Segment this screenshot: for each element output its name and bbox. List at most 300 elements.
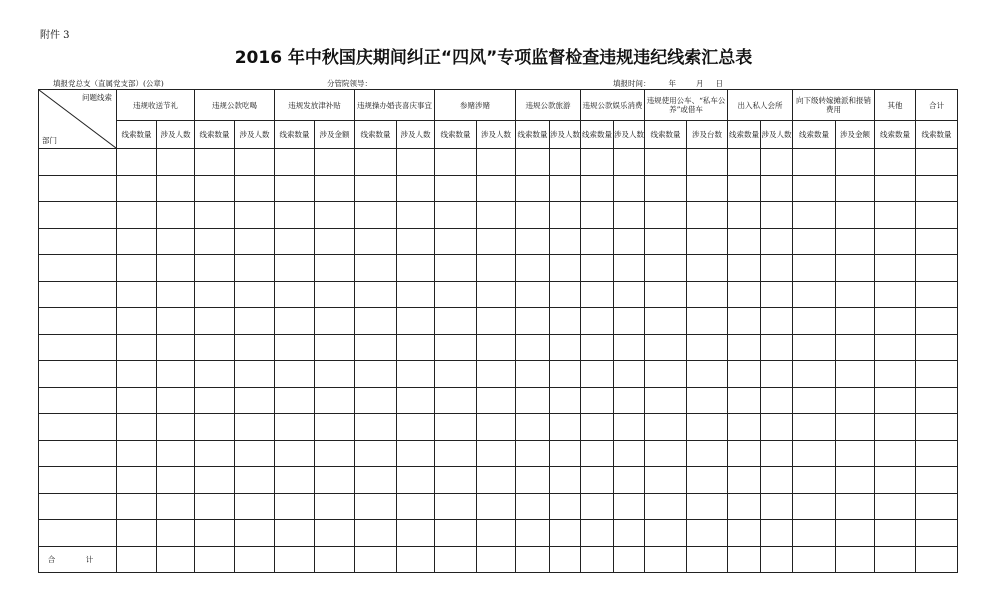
- value-cell[interactable]: [315, 281, 355, 308]
- department-cell[interactable]: [39, 467, 117, 494]
- value-cell[interactable]: [614, 202, 645, 229]
- total-value-cell[interactable]: [275, 546, 315, 573]
- value-cell[interactable]: [728, 308, 761, 335]
- value-cell[interactable]: [687, 334, 728, 361]
- value-cell[interactable]: [875, 493, 916, 520]
- value-cell[interactable]: [397, 334, 435, 361]
- total-value-cell[interactable]: [195, 546, 235, 573]
- value-cell[interactable]: [275, 175, 315, 202]
- value-cell[interactable]: [117, 255, 157, 282]
- value-cell[interactable]: [397, 520, 435, 547]
- value-cell[interactable]: [195, 334, 235, 361]
- value-cell[interactable]: [516, 414, 550, 441]
- value-cell[interactable]: [728, 281, 761, 308]
- value-cell[interactable]: [195, 440, 235, 467]
- value-cell[interactable]: [614, 387, 645, 414]
- value-cell[interactable]: [315, 202, 355, 229]
- value-cell[interactable]: [875, 255, 916, 282]
- value-cell[interactable]: [916, 467, 958, 494]
- department-cell[interactable]: [39, 334, 117, 361]
- value-cell[interactable]: [614, 414, 645, 441]
- value-cell[interactable]: [645, 387, 687, 414]
- value-cell[interactable]: [117, 334, 157, 361]
- value-cell[interactable]: [315, 414, 355, 441]
- value-cell[interactable]: [550, 520, 581, 547]
- total-value-cell[interactable]: [916, 546, 958, 573]
- total-value-cell[interactable]: [315, 546, 355, 573]
- value-cell[interactable]: [916, 175, 958, 202]
- value-cell[interactable]: [614, 149, 645, 176]
- value-cell[interactable]: [761, 255, 793, 282]
- value-cell[interactable]: [793, 361, 836, 388]
- value-cell[interactable]: [397, 308, 435, 335]
- value-cell[interactable]: [355, 361, 397, 388]
- value-cell[interactable]: [355, 493, 397, 520]
- value-cell[interactable]: [836, 281, 875, 308]
- value-cell[interactable]: [761, 228, 793, 255]
- value-cell[interactable]: [435, 308, 477, 335]
- value-cell[interactable]: [435, 361, 477, 388]
- value-cell[interactable]: [397, 175, 435, 202]
- department-cell[interactable]: [39, 361, 117, 388]
- value-cell[interactable]: [195, 467, 235, 494]
- value-cell[interactable]: [581, 281, 614, 308]
- value-cell[interactable]: [235, 493, 275, 520]
- value-cell[interactable]: [916, 361, 958, 388]
- value-cell[interactable]: [275, 520, 315, 547]
- value-cell[interactable]: [355, 175, 397, 202]
- value-cell[interactable]: [645, 255, 687, 282]
- total-value-cell[interactable]: [435, 546, 477, 573]
- value-cell[interactable]: [550, 440, 581, 467]
- value-cell[interactable]: [875, 228, 916, 255]
- value-cell[interactable]: [793, 228, 836, 255]
- value-cell[interactable]: [687, 175, 728, 202]
- value-cell[interactable]: [355, 202, 397, 229]
- value-cell[interactable]: [761, 281, 793, 308]
- value-cell[interactable]: [397, 255, 435, 282]
- value-cell[interactable]: [477, 228, 516, 255]
- value-cell[interactable]: [614, 228, 645, 255]
- value-cell[interactable]: [550, 175, 581, 202]
- value-cell[interactable]: [516, 281, 550, 308]
- value-cell[interactable]: [793, 202, 836, 229]
- value-cell[interactable]: [836, 414, 875, 441]
- value-cell[interactable]: [315, 308, 355, 335]
- value-cell[interactable]: [315, 493, 355, 520]
- department-cell[interactable]: [39, 175, 117, 202]
- value-cell[interactable]: [235, 228, 275, 255]
- value-cell[interactable]: [836, 467, 875, 494]
- value-cell[interactable]: [581, 493, 614, 520]
- value-cell[interactable]: [355, 228, 397, 255]
- value-cell[interactable]: [435, 334, 477, 361]
- value-cell[interactable]: [761, 387, 793, 414]
- value-cell[interactable]: [117, 440, 157, 467]
- value-cell[interactable]: [275, 202, 315, 229]
- value-cell[interactable]: [793, 149, 836, 176]
- value-cell[interactable]: [728, 414, 761, 441]
- value-cell[interactable]: [195, 202, 235, 229]
- value-cell[interactable]: [728, 202, 761, 229]
- value-cell[interactable]: [355, 467, 397, 494]
- value-cell[interactable]: [761, 493, 793, 520]
- value-cell[interactable]: [477, 387, 516, 414]
- value-cell[interactable]: [235, 255, 275, 282]
- value-cell[interactable]: [157, 387, 195, 414]
- value-cell[interactable]: [117, 228, 157, 255]
- value-cell[interactable]: [477, 520, 516, 547]
- value-cell[interactable]: [275, 228, 315, 255]
- value-cell[interactable]: [435, 387, 477, 414]
- value-cell[interactable]: [195, 493, 235, 520]
- value-cell[interactable]: [728, 149, 761, 176]
- value-cell[interactable]: [581, 440, 614, 467]
- value-cell[interactable]: [875, 520, 916, 547]
- value-cell[interactable]: [916, 149, 958, 176]
- department-cell[interactable]: [39, 387, 117, 414]
- department-cell[interactable]: [39, 202, 117, 229]
- value-cell[interactable]: [836, 175, 875, 202]
- value-cell[interactable]: [916, 308, 958, 335]
- value-cell[interactable]: [397, 440, 435, 467]
- value-cell[interactable]: [355, 387, 397, 414]
- value-cell[interactable]: [315, 467, 355, 494]
- value-cell[interactable]: [687, 202, 728, 229]
- value-cell[interactable]: [355, 281, 397, 308]
- value-cell[interactable]: [235, 149, 275, 176]
- value-cell[interactable]: [477, 308, 516, 335]
- value-cell[interactable]: [581, 414, 614, 441]
- value-cell[interactable]: [614, 440, 645, 467]
- value-cell[interactable]: [836, 149, 875, 176]
- value-cell[interactable]: [761, 202, 793, 229]
- value-cell[interactable]: [516, 308, 550, 335]
- value-cell[interactable]: [687, 308, 728, 335]
- value-cell[interactable]: [875, 175, 916, 202]
- value-cell[interactable]: [435, 440, 477, 467]
- total-value-cell[interactable]: [614, 546, 645, 573]
- value-cell[interactable]: [550, 467, 581, 494]
- value-cell[interactable]: [157, 228, 195, 255]
- department-cell[interactable]: [39, 440, 117, 467]
- value-cell[interactable]: [355, 255, 397, 282]
- value-cell[interactable]: [645, 520, 687, 547]
- value-cell[interactable]: [315, 440, 355, 467]
- value-cell[interactable]: [581, 520, 614, 547]
- value-cell[interactable]: [275, 493, 315, 520]
- value-cell[interactable]: [687, 387, 728, 414]
- value-cell[interactable]: [355, 149, 397, 176]
- value-cell[interactable]: [516, 520, 550, 547]
- value-cell[interactable]: [355, 520, 397, 547]
- total-value-cell[interactable]: [761, 546, 793, 573]
- value-cell[interactable]: [793, 334, 836, 361]
- value-cell[interactable]: [645, 440, 687, 467]
- value-cell[interactable]: [435, 228, 477, 255]
- total-value-cell[interactable]: [157, 546, 195, 573]
- value-cell[interactable]: [793, 281, 836, 308]
- total-value-cell[interactable]: [728, 546, 761, 573]
- department-cell[interactable]: [39, 414, 117, 441]
- total-value-cell[interactable]: [687, 546, 728, 573]
- value-cell[interactable]: [645, 467, 687, 494]
- value-cell[interactable]: [687, 149, 728, 176]
- value-cell[interactable]: [761, 175, 793, 202]
- value-cell[interactable]: [687, 467, 728, 494]
- value-cell[interactable]: [397, 149, 435, 176]
- value-cell[interactable]: [397, 281, 435, 308]
- value-cell[interactable]: [614, 308, 645, 335]
- value-cell[interactable]: [315, 361, 355, 388]
- value-cell[interactable]: [157, 255, 195, 282]
- value-cell[interactable]: [916, 334, 958, 361]
- value-cell[interactable]: [157, 520, 195, 547]
- total-value-cell[interactable]: [235, 546, 275, 573]
- value-cell[interactable]: [235, 361, 275, 388]
- value-cell[interactable]: [550, 414, 581, 441]
- value-cell[interactable]: [157, 281, 195, 308]
- value-cell[interactable]: [916, 440, 958, 467]
- value-cell[interactable]: [477, 175, 516, 202]
- value-cell[interactable]: [435, 255, 477, 282]
- value-cell[interactable]: [315, 149, 355, 176]
- value-cell[interactable]: [435, 520, 477, 547]
- value-cell[interactable]: [117, 175, 157, 202]
- value-cell[interactable]: [728, 493, 761, 520]
- value-cell[interactable]: [836, 228, 875, 255]
- value-cell[interactable]: [793, 255, 836, 282]
- value-cell[interactable]: [157, 414, 195, 441]
- value-cell[interactable]: [516, 361, 550, 388]
- value-cell[interactable]: [793, 440, 836, 467]
- value-cell[interactable]: [117, 387, 157, 414]
- value-cell[interactable]: [916, 281, 958, 308]
- value-cell[interactable]: [397, 414, 435, 441]
- value-cell[interactable]: [728, 175, 761, 202]
- value-cell[interactable]: [687, 493, 728, 520]
- value-cell[interactable]: [275, 467, 315, 494]
- value-cell[interactable]: [687, 520, 728, 547]
- value-cell[interactable]: [477, 334, 516, 361]
- value-cell[interactable]: [355, 334, 397, 361]
- value-cell[interactable]: [516, 493, 550, 520]
- value-cell[interactable]: [477, 467, 516, 494]
- value-cell[interactable]: [687, 228, 728, 255]
- value-cell[interactable]: [875, 361, 916, 388]
- total-value-cell[interactable]: [477, 546, 516, 573]
- value-cell[interactable]: [645, 334, 687, 361]
- value-cell[interactable]: [157, 361, 195, 388]
- value-cell[interactable]: [614, 361, 645, 388]
- department-cell[interactable]: [39, 308, 117, 335]
- value-cell[interactable]: [157, 334, 195, 361]
- value-cell[interactable]: [836, 520, 875, 547]
- value-cell[interactable]: [793, 308, 836, 335]
- value-cell[interactable]: [581, 228, 614, 255]
- value-cell[interactable]: [550, 281, 581, 308]
- value-cell[interactable]: [195, 308, 235, 335]
- department-cell[interactable]: [39, 228, 117, 255]
- value-cell[interactable]: [614, 255, 645, 282]
- total-value-cell[interactable]: [516, 546, 550, 573]
- value-cell[interactable]: [728, 440, 761, 467]
- value-cell[interactable]: [550, 361, 581, 388]
- value-cell[interactable]: [477, 414, 516, 441]
- value-cell[interactable]: [793, 467, 836, 494]
- value-cell[interactable]: [836, 361, 875, 388]
- value-cell[interactable]: [516, 175, 550, 202]
- value-cell[interactable]: [645, 281, 687, 308]
- value-cell[interactable]: [728, 467, 761, 494]
- value-cell[interactable]: [687, 255, 728, 282]
- value-cell[interactable]: [195, 281, 235, 308]
- value-cell[interactable]: [793, 520, 836, 547]
- value-cell[interactable]: [793, 175, 836, 202]
- value-cell[interactable]: [117, 414, 157, 441]
- value-cell[interactable]: [614, 175, 645, 202]
- value-cell[interactable]: [477, 149, 516, 176]
- value-cell[interactable]: [235, 281, 275, 308]
- value-cell[interactable]: [614, 520, 645, 547]
- value-cell[interactable]: [875, 281, 916, 308]
- value-cell[interactable]: [728, 228, 761, 255]
- value-cell[interactable]: [550, 202, 581, 229]
- value-cell[interactable]: [275, 308, 315, 335]
- value-cell[interactable]: [397, 493, 435, 520]
- value-cell[interactable]: [477, 361, 516, 388]
- value-cell[interactable]: [728, 334, 761, 361]
- value-cell[interactable]: [235, 308, 275, 335]
- department-cell[interactable]: [39, 255, 117, 282]
- value-cell[interactable]: [275, 334, 315, 361]
- value-cell[interactable]: [916, 228, 958, 255]
- value-cell[interactable]: [728, 361, 761, 388]
- value-cell[interactable]: [315, 520, 355, 547]
- department-cell[interactable]: [39, 493, 117, 520]
- value-cell[interactable]: [235, 520, 275, 547]
- value-cell[interactable]: [728, 387, 761, 414]
- value-cell[interactable]: [117, 281, 157, 308]
- value-cell[interactable]: [581, 387, 614, 414]
- value-cell[interactable]: [875, 334, 916, 361]
- value-cell[interactable]: [117, 493, 157, 520]
- value-cell[interactable]: [761, 361, 793, 388]
- value-cell[interactable]: [235, 387, 275, 414]
- value-cell[interactable]: [916, 493, 958, 520]
- value-cell[interactable]: [117, 520, 157, 547]
- value-cell[interactable]: [235, 414, 275, 441]
- value-cell[interactable]: [728, 255, 761, 282]
- value-cell[interactable]: [516, 202, 550, 229]
- value-cell[interactable]: [614, 334, 645, 361]
- value-cell[interactable]: [516, 440, 550, 467]
- value-cell[interactable]: [435, 149, 477, 176]
- value-cell[interactable]: [645, 228, 687, 255]
- value-cell[interactable]: [195, 255, 235, 282]
- value-cell[interactable]: [793, 387, 836, 414]
- value-cell[interactable]: [516, 387, 550, 414]
- value-cell[interactable]: [761, 414, 793, 441]
- value-cell[interactable]: [477, 202, 516, 229]
- value-cell[interactable]: [315, 255, 355, 282]
- total-value-cell[interactable]: [355, 546, 397, 573]
- value-cell[interactable]: [645, 361, 687, 388]
- value-cell[interactable]: [157, 202, 195, 229]
- value-cell[interactable]: [550, 255, 581, 282]
- value-cell[interactable]: [916, 202, 958, 229]
- total-value-cell[interactable]: [581, 546, 614, 573]
- total-value-cell[interactable]: [836, 546, 875, 573]
- value-cell[interactable]: [836, 440, 875, 467]
- value-cell[interactable]: [875, 387, 916, 414]
- value-cell[interactable]: [235, 440, 275, 467]
- value-cell[interactable]: [614, 493, 645, 520]
- value-cell[interactable]: [550, 308, 581, 335]
- value-cell[interactable]: [397, 228, 435, 255]
- value-cell[interactable]: [687, 281, 728, 308]
- value-cell[interactable]: [477, 255, 516, 282]
- value-cell[interactable]: [477, 281, 516, 308]
- value-cell[interactable]: [157, 440, 195, 467]
- value-cell[interactable]: [117, 467, 157, 494]
- value-cell[interactable]: [916, 520, 958, 547]
- value-cell[interactable]: [875, 308, 916, 335]
- value-cell[interactable]: [875, 440, 916, 467]
- value-cell[interactable]: [916, 387, 958, 414]
- value-cell[interactable]: [645, 175, 687, 202]
- value-cell[interactable]: [157, 175, 195, 202]
- value-cell[interactable]: [581, 175, 614, 202]
- value-cell[interactable]: [581, 334, 614, 361]
- value-cell[interactable]: [275, 361, 315, 388]
- value-cell[interactable]: [687, 440, 728, 467]
- value-cell[interactable]: [550, 149, 581, 176]
- value-cell[interactable]: [275, 281, 315, 308]
- value-cell[interactable]: [435, 281, 477, 308]
- value-cell[interactable]: [275, 387, 315, 414]
- value-cell[interactable]: [397, 202, 435, 229]
- value-cell[interactable]: [761, 440, 793, 467]
- total-value-cell[interactable]: [875, 546, 916, 573]
- value-cell[interactable]: [235, 467, 275, 494]
- value-cell[interactable]: [195, 414, 235, 441]
- value-cell[interactable]: [397, 387, 435, 414]
- value-cell[interactable]: [315, 228, 355, 255]
- value-cell[interactable]: [550, 387, 581, 414]
- value-cell[interactable]: [397, 361, 435, 388]
- value-cell[interactable]: [275, 149, 315, 176]
- value-cell[interactable]: [581, 149, 614, 176]
- value-cell[interactable]: [516, 255, 550, 282]
- value-cell[interactable]: [355, 308, 397, 335]
- value-cell[interactable]: [687, 414, 728, 441]
- value-cell[interactable]: [117, 308, 157, 335]
- department-cell[interactable]: [39, 149, 117, 176]
- total-value-cell[interactable]: [397, 546, 435, 573]
- value-cell[interactable]: [315, 334, 355, 361]
- department-cell[interactable]: [39, 281, 117, 308]
- value-cell[interactable]: [157, 467, 195, 494]
- value-cell[interactable]: [435, 175, 477, 202]
- value-cell[interactable]: [761, 334, 793, 361]
- value-cell[interactable]: [516, 149, 550, 176]
- value-cell[interactable]: [435, 467, 477, 494]
- value-cell[interactable]: [875, 202, 916, 229]
- value-cell[interactable]: [195, 361, 235, 388]
- value-cell[interactable]: [355, 440, 397, 467]
- value-cell[interactable]: [761, 308, 793, 335]
